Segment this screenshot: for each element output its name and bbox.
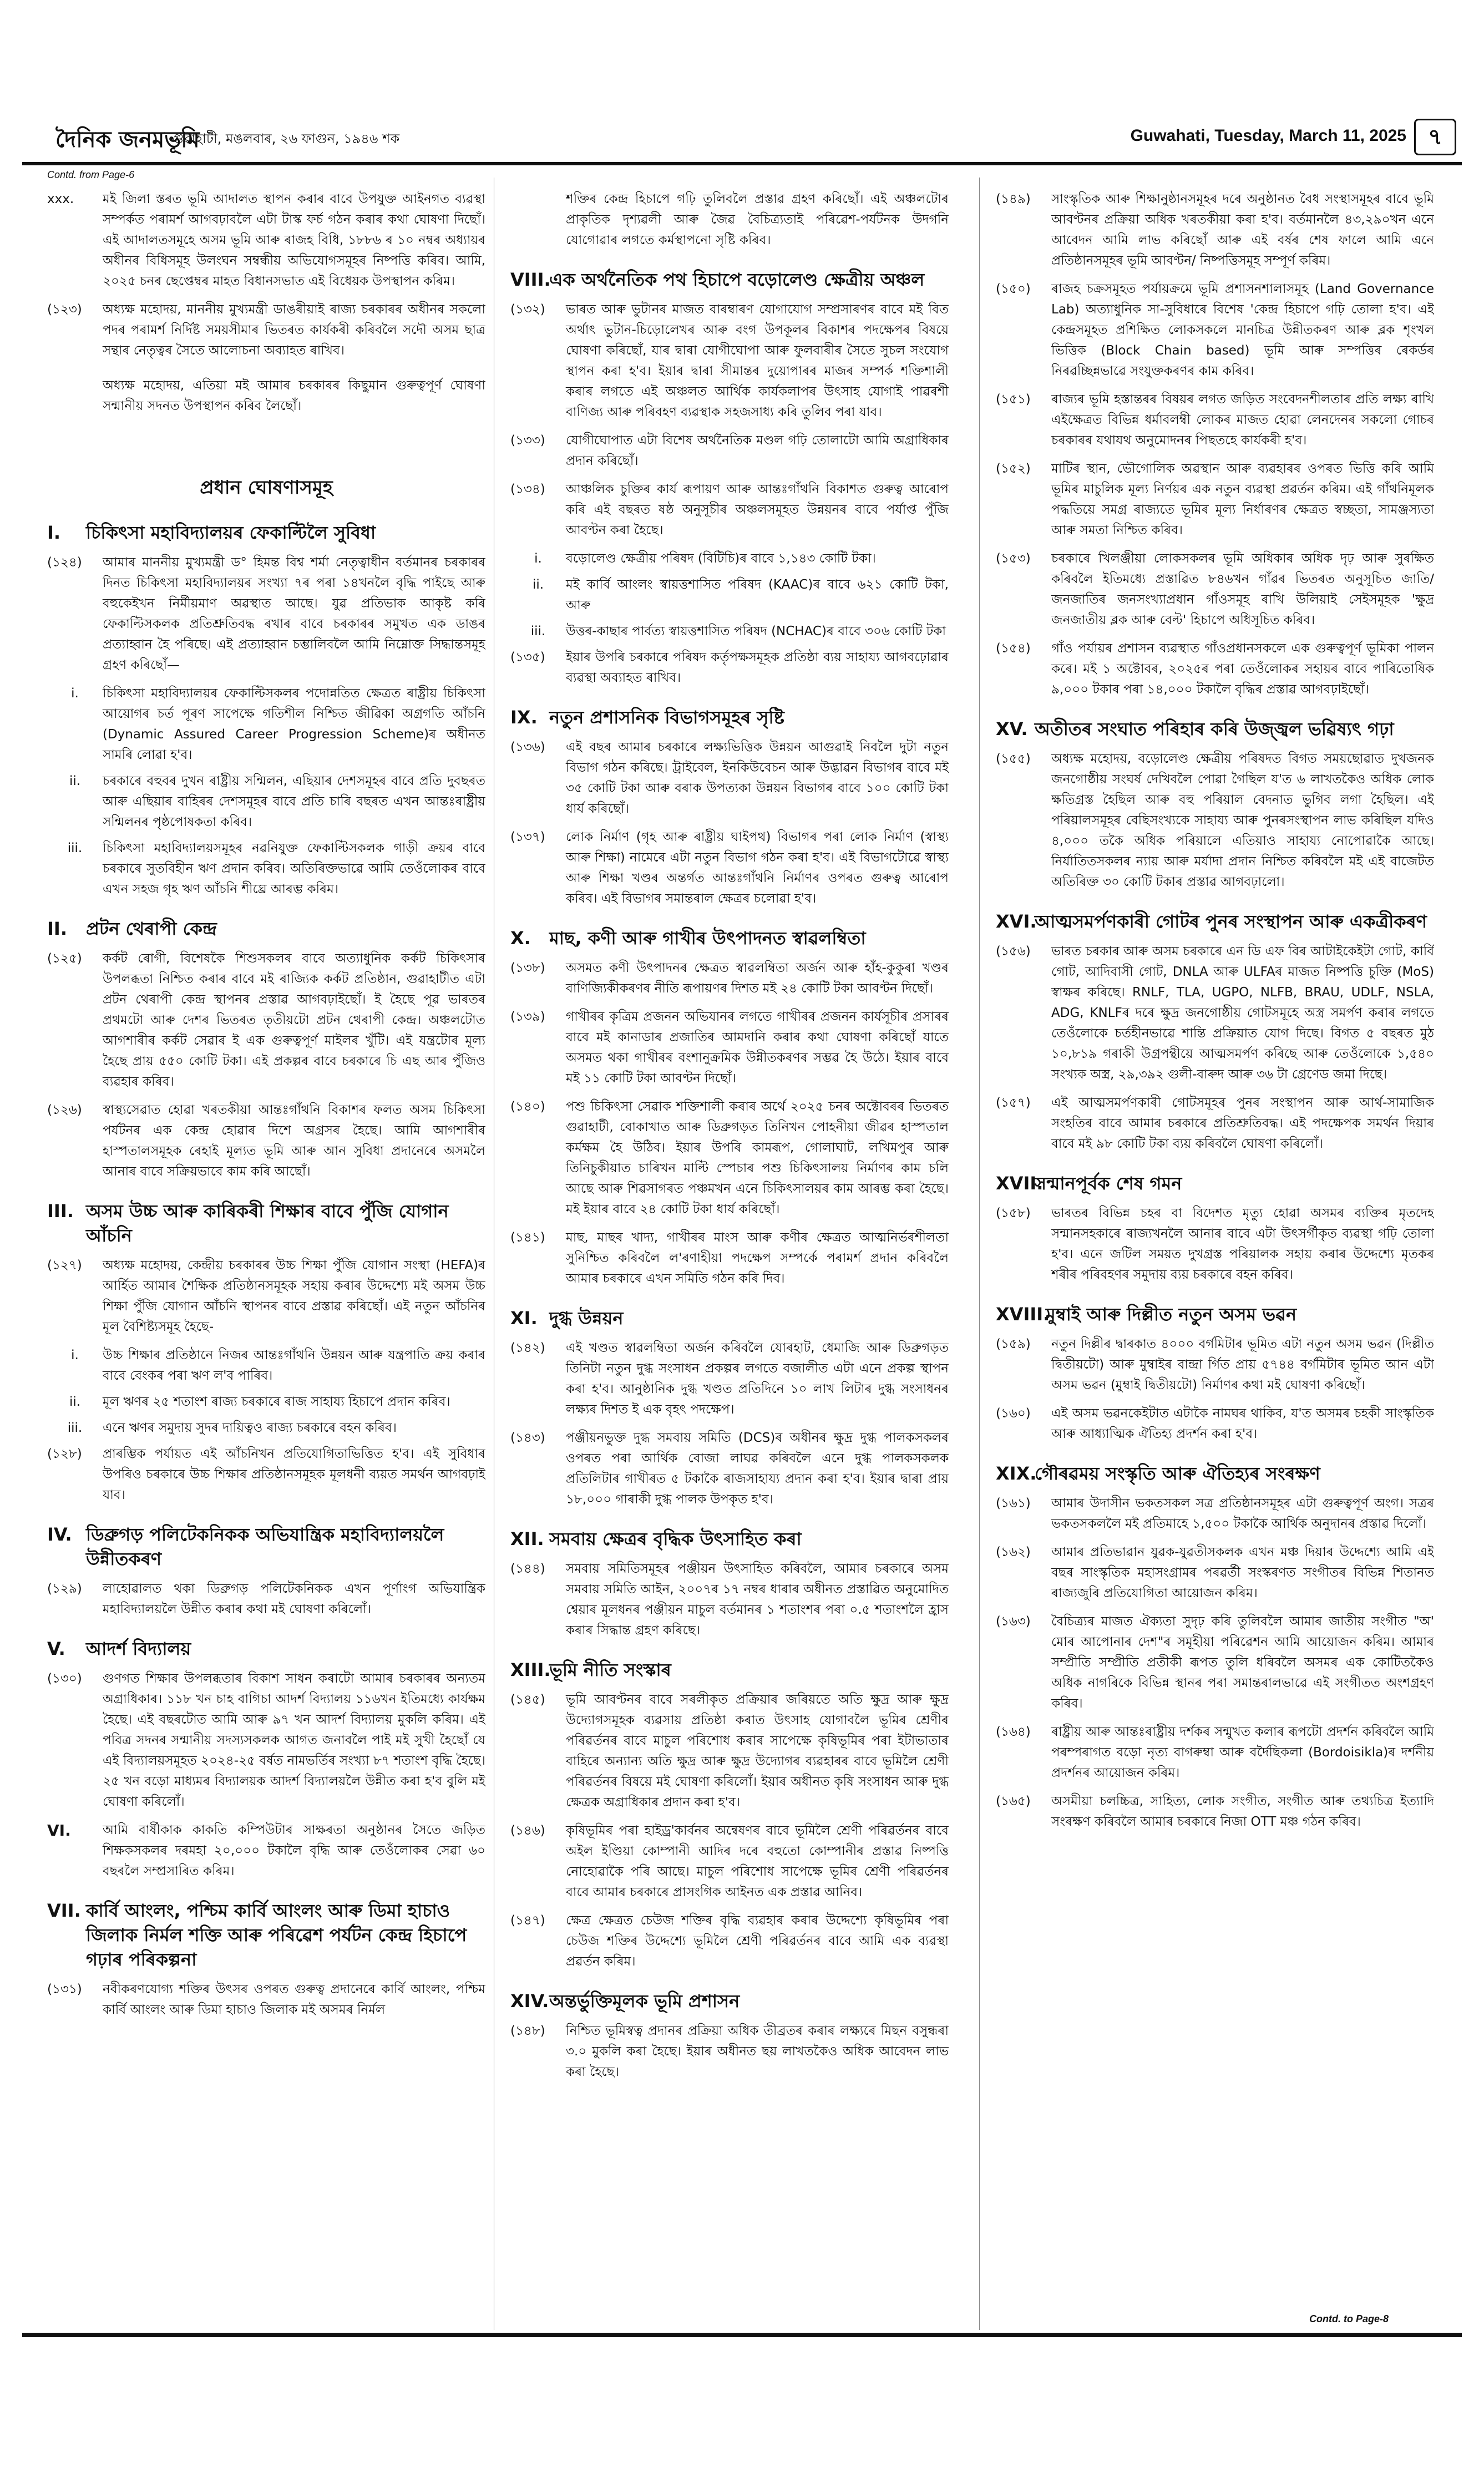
paragraph-124: (১২৪) আমাৰ মাননীয় মুখ্যমন্ত্ৰী ড° হিমন্ত বিশ্ব শৰ্মা নেতৃত্বাধীন বৰ্তমানৰ চৰকাৰৰ দিনত চিকিৎসা মহাবিদ্যালয়ৰ সংখ্যা ৭ৰ পৰা ১৪খনলৈ বৃদ্ধি পাইছে আৰু বহুকেইখন নিৰ্মীয়মাণ অৱস্থাত আছে। যুৱ প্ৰতিভাক আকৃষ্ট কৰি ফেকাল্টিসকলক প্ৰতিশ্ৰুতিবদ্ধ ৰখাৰ বাবে চৰকাৰৰ সমুখত এক ডাঙৰ প্ৰত্যাহ্বান হৈ পৰিছে। এই প্ৰত্যাহ্বান চম্ভালিবলৈ আমি নিম্নোক্ত সিদ্ধান্তসমূহ গ্ৰহণ কৰিছোঁ— (47, 555, 485, 672)
section-heading-ix: IX. নতুন প্ৰশাসনিক বিভাগসমূহৰ সৃষ্টি (510, 707, 784, 728)
paragraph-162: (১৬২) আমাৰ প্ৰতিভাৱান যুৱক-যুৱতীসকলক এখন মঞ্চ দিয়াৰ উদ্দেশ্যে আমি এই বছৰ সাংস্কৃতিক মহাসংগ্ৰামৰ পৰৱৰ্তী সংস্কৰণত সংগীতৰ বিভিন্ন শিতানত ৰাজ্যজুৰি প্ৰতিযোগিতা আয়োজন কৰিম। (996, 1545, 1434, 1600)
section-heading-x: X. মাছ, কণী আৰু গাখীৰ উৎপাদনত স্বাৱলম্বিতা (510, 928, 866, 949)
section-heading-xiv: XIV. অন্তৰ্ভুক্তিমূলক ভূমি প্ৰশাসন (510, 1990, 740, 2012)
sub-item: ii. মই কাৰ্বি আংলং স্বায়ত্তশাসিত পৰিষদ (KAAC)ৰ বাবে ৬২১ কোটি টকা, আৰু (532, 578, 949, 612)
sub-item: ii. চৰকাৰে বহুবৰ দুখন ৰাষ্ট্ৰীয় সন্মিলন, এছিয়াৰ দেশসমূহৰ বাবে প্ৰতি দুবছৰত আৰু এছিয়াৰ বাহিৰৰ দেশসমূহৰ বাবে প্ৰতি চাৰি বছৰত এখন আন্তঃৰাষ্ট্ৰীয় সন্মিলনৰ পৃষ্ঠপোষকতা কৰিব। (69, 774, 485, 829)
sub-item: i. উচ্চ শিক্ষাৰ প্ৰতিষ্ঠানে নিজৰ আন্তঃগাঁথনি উন্নয়ন আৰু যন্ত্ৰপাতি ক্ৰয় কৰাৰ বাবে বেংকৰ পৰা ঋণ ল'ব পাৰিব। (71, 1348, 485, 1383)
column-1 (47, 186, 485, 2327)
sub-item: iii. এনে ঋণৰ সমুদায় সুদৰ দায়িত্বও ৰাজ্য চৰকাৰে বহন কৰিব। (67, 1421, 397, 1435)
paragraph-154: (১৫৪) গাঁও পৰ্যায়ৰ প্ৰশাসন ব্যৱস্থাত গাঁওপ্ৰধানসকলে এক গুৰুত্বপূৰ্ণ ভূমিকা পালন কৰে। মই ১ অক্টোবৰ, ২০২৫ৰ পৰা তেওঁলোকৰ সহায়ৰ বাবে পাৰিতোষিক ৯,০০০ টকাৰ পৰা ১৪,০০০ টকালৈ বৃদ্ধিৰ প্ৰস্তাৱ আগবঢ়াইছোঁ। (996, 641, 1434, 697)
paragraph-163: (১৬৩) বৈচিত্ৰ্যৰ মাজত ঐক্যতা সুদৃঢ় কৰি তুলিবলৈ আমাৰ জাতীয় সংগীত "অ' মোৰ আপোনাৰ দেশ"ৰ সমূহীয়া পৰিৱেশন আমি আয়োজন কৰিম। আমাৰ সম্প্ৰীতি সম্প্ৰীতি প্ৰতীকী ৰূপত তুলি ধৰিবলৈ অসমৰ এক কোটিতকৈও অধিক নাগৰিকে বিভিন্ন স্থানৰ পৰা সমান্তৰালভাৱে এই সংগীতত অংশগ্ৰহণ কৰিব। (996, 1614, 1434, 1711)
paragraph-155: (১৫৫) অধ্যক্ষ মহোদয়, বড়োলেণ্ড ক্ষেত্ৰীয় পৰিষদত বিগত সময়ছোৱাত দুখজনক জনগোষ্ঠীয় সংঘৰ্ষ দেখিবলৈ পোৱা গৈছিল য'ত ৬ লাখতকৈও অধিক লোক ক্ষতিগ্ৰস্ত হৈছিল আৰু বহু পৰিয়াল বেদনাত ভুগিব লগা হৈছিল। এই পৰিয়ালসমূহৰ বেছিসংখ্যকে সাহায্য আৰু পুনৰসংস্থাপন লাভ কৰিছিল যদিও ৪,০০০ তকৈ অধিক পৰিয়ালে এতিয়াও সাহায্য নোপোৱাকৈ আছে। নিৰ্যাতিতসকলৰ ন্যায় আৰু মৰ্যাদা প্ৰদান নিশ্চিত কৰিবলৈ মই এই বাজেটত অতিৰিক্ত ৩০ কোটি টকাৰ প্ৰস্তাৱ আগবঢ়ালো। (996, 752, 1434, 889)
section-heading-xvi: XVI. আত্মসমৰ্পণকাৰী গোটৰ পুনৰ সংস্থাপন আৰু একত্ৰীকৰণ (996, 911, 1427, 932)
masthead-date-english: Guwahati, Tuesday, March 11, 2025 (1130, 126, 1406, 145)
paragraph-161: (১৬১) আমাৰ উদাসীন ভকতসকল সত্ৰ প্ৰতিষ্ঠানসমূহৰ এটা গুৰুত্বপূৰ্ণ অংগ। সত্ৰৰ ভকতসকললৈ মই প্ৰতিমাহে ১,৫০০ টকাকৈ আৰ্থিক অনুদানৰ প্ৰস্তাৱ দিলোঁ। (996, 1496, 1434, 1531)
paragraph-146: (১৪৬) কৃষিভূমিৰ পৰা হাইড্ৰ'কাৰ্বনৰ অন্বেষণৰ বাবে ভূমিলৈ শ্ৰেণী পৰিৱৰ্তনৰ বাবে অইল ইণ্ডিয়া কোম্পানী আদিৰ দৰে বহুতো কোম্পানীৰ প্ৰস্তাৱ নিষ্পত্তি নোহোৱাকৈ পৰি আছে। মাচুল পৰিশোধ সাপেক্ষে ভূমিৰ শ্ৰেণী পৰিৱৰ্তনৰ বাবে আমাৰ চৰকাৰে প্ৰাসংগিক আইনত এক প্ৰস্তাৱ আনিব। (510, 1823, 949, 1899)
paragraph-128: (১২৮) প্ৰাৰম্ভিক পৰ্যায়ত এই আঁচনিখন প্ৰতিযোগিতাভিত্তিত হ'ব। এই সুবিধাৰ উপৰিও চৰকাৰে উচ্চ শিক্ষাৰ প্ৰতিষ্ঠানসমূহক মূলধনী ব্যয়ত সমৰ্থন আগবঢ়াই যাব। (47, 1447, 485, 1502)
paragraph-165: (১৬৫) অসমীয়া চলচ্চিত্ৰ, সাহিত্য, লোক সংগীত, সংগীত আৰু তথ্যচিত্ৰ ইত্যাদি সংৰক্ষণ কৰিবলৈ আমাৰ চৰকাৰে নিজা OTT মঞ্চ গঠন কৰিব। (996, 1794, 1434, 1829)
main-heading: প্ৰধান ঘোষণাসমূহ (200, 477, 333, 499)
page-number: ৭ (1414, 119, 1456, 155)
paragraph-150: (১৫০) ৰাজহ চক্ৰসমূহত পৰ্যায়ক্ৰমে ভূমি প্ৰশাসনশালাসমূহ (Land Governance Lab) অত্যাধুনিক সা-সুবিধাৰে বিশেষ 'কেন্দ্ৰ হিচাপে গঢ়ি তোলা হ'ব। এই কেন্দ্ৰসমূহত প্ৰশিক্ষিত লোকসকলে মানচিত্ৰ উন্নীতকৰণ আৰু ব্লক শৃংখল ভিত্তিক (Block Chain based) ভূমি আৰু সম্পত্তিৰ ৰেকৰ্ডৰ নিৰৱচ্ছিন্নভাৱে সংযুক্তকৰণৰ কাম কৰিব। (996, 282, 1434, 378)
paragraph-160: (১৬০) এই অসম ভৱনকেইটাত এটাকৈ নামঘৰ থাকিব, য'ত অসমৰ চহকী সাংস্কৃতিক আৰু আধ্যাত্মিক ঐতিহ্য প্ৰদৰ্শন কৰা হ'ব। (996, 1406, 1434, 1441)
paragraph-139: (১৩৯) গাখীৰৰ কৃত্ৰিম প্ৰজনন অভিযানৰ লগতে গাখীৰৰ প্ৰজনন কাৰ্যসূচীৰ প্ৰসাৰৰ বাবে মই কানাডাৰ প্ৰজাতিৰ আমদানি কৰাৰ কথা ঘোষণা কৰিছোঁ যাতে অসমত থকা গাখীৰৰ বংশানুক্ৰমিক উন্নীতকৰণৰ সম্ভৱ হৈ উঠে। ইয়াৰ বাবে মই ১১ কোটি টকা আবণ্টন দিছোঁ। (510, 1010, 949, 1086)
section-heading-xv: XV. অতীতৰ সংঘাত পৰিহাৰ কৰি উজ্জ্বল ভৱিষ্যৎ গঢ়া (996, 718, 1394, 739)
paragraph-156: (১৫৬) ভাৰত চৰকাৰ আৰু অসম চৰকাৰে এন ডি এফ বিৰ আটাইকেইটা গোট, কাৰ্বি গোট, আদিবাসী গোট, DNLA আৰু ULFAৰ মাজত নিষ্পত্তি চুক্তি (MoS) স্বাক্ষৰ কৰিছে। RNLF, TLA, UGPO, NLFB, BRAU, UDLF, NSLA, ADG, KNLFৰ দৰে ক্ষুদ্ৰ জনগোষ্ঠীয় গোটসমূহে অস্ত্ৰ সমৰ্পণ কৰাৰ লগতে তেওঁলোকে চৰ্তহীনভাৱে শান্তি প্ৰক্ৰিয়াত যোগ দিছে। বিগত ৫ বছৰত মুঠ ১০,৮১৯ গৰাকী উগ্ৰপন্থীয়ে আত্মসমৰ্পণ কৰিছে আৰু তেওঁলোকে ১,৫৪০ সংখ্যক অস্ত্ৰ, ২৯,৩৯২ গুলী-বাৰুদ আৰু ৩৬ টা গ্ৰেণেড জমা দিছে। (996, 944, 1434, 1082)
section-heading-iv: IV. ডিব্ৰুগড় পলিটেকনিকক অভিযান্ত্ৰিক মহাবিদ্যালয়লৈ উন্নীতকৰণ (47, 1524, 444, 1569)
section-heading-iii: III. অসম উচ্চ আৰু কাৰিকৰী শিক্ষাৰ বাবে পুঁজি যোগান আঁচনি (47, 1200, 449, 1246)
column-divider (979, 178, 980, 2330)
sub-item: i. বড়োলেণ্ড ক্ষেত্ৰীয় পৰিষদ (বিটিচি)ৰ বাবে ১,১৪৩ কোটি টকা। (534, 551, 876, 566)
paragraph-145: (১৪৫) ভূমি আবণ্টনৰ বাবে সৰলীকৃত প্ৰক্ৰিয়াৰ জৰিয়তে অতি ক্ষুদ্ৰ আৰু ক্ষুদ্ৰ উদ্যোগসমূহক ব্যৱসায় প্ৰতিষ্ঠা কৰাত উৎসাহ যোগাবলৈ ভূমিৰ শ্ৰেণীৰ পৰিৱৰ্তনৰ বাবে মাচুল পৰিশোধ কৰাৰ সাপেক্ষে কৃষিভূমিৰ পৰা ইটাভাতাৰ বাহিৰে অন্যান্য অতি ক্ষুদ্ৰ আৰু ক্ষুদ্ৰ উদ্যোগৰ ব্যৱহাৰৰ বাবে ভূমিলৈ শ্ৰেণী পৰিৱৰ্তনৰ বিষয়ে মই ঘোষণা কৰিলোঁ। ইয়াৰ অধীনত কৃষি সংসাধন আৰু দুগ্ধ ক্ষেত্ৰক অগ্ৰাধিকাৰ প্ৰদান কৰা হ'ব। (510, 1693, 949, 1810)
paragraph-152: (১৫২) মাটিৰ স্থান, ভৌগোলিক অৱস্থান আৰু ব্যৱহাৰৰ ওপৰত ভিত্তি কৰি আমি ভূমিৰ মাচুলিক মূল্য নিৰ্ণয়ৰ এক নতুন ব্যৱস্থা প্ৰৱৰ্তন কৰিম। এই গাঁথনিমূলক পদ্ধতিয়ে সমগ্ৰ ৰাজ্যতে ভূমিৰ মূল্য নিৰ্ধাৰণৰ ক্ষেত্ৰত স্বচ্ছতা, সামঞ্জস্যতা আৰু সমতা নিশ্চিত কৰিব। (996, 462, 1434, 538)
paragraph-137: (১৩৭) লোক নিৰ্মাণ (গৃহ আৰু ৰাষ্ট্ৰীয় ঘাইপথ) বিভাগৰ পৰা লোক নিৰ্মাণ (স্বাস্থ্য আৰু শিক্ষা) নামেৰে এটা নতুন বিভাগ গঠন কৰা হ'ব। এই বিভাগটোৱে স্বাস্থ্য আৰু শিক্ষা খণ্ডৰ অন্তৰ্গত আন্তঃগাঁথনি নিৰ্মাণৰ ওপৰত গুৰুত্ব আৰোপ কৰিব। এই বিভাগৰ সমান্তৰাল ক্ষেত্ৰৰ চলোৱা হ'ব। (510, 830, 949, 906)
footer-rule (22, 2333, 1462, 2337)
section-heading-vii: VII. কাৰ্বি আংলং, পশ্চিম কাৰ্বি আংলং আৰু ডিমা হাচাও জিলাক নিৰ্মল শক্তি আৰু পৰিৱেশ পৰ্যটন কেন্দ্ৰ হিচাপে গঢ়াৰ পৰিকল্পনা (47, 1900, 467, 1970)
paragraph-127: (১২৭) অধ্যক্ষ মহোদয়, কেন্দ্ৰীয় চৰকাৰৰ উচ্চ শিক্ষা পুঁজি যোগান সংস্থা (HEFA)ৰ আৰ্হিত আমাৰ শৈক্ষিক প্ৰতিষ্ঠানসমূহক সহায় কৰাৰ উদ্দেশ্যে মই অসম উচ্চ শিক্ষা পুঁজি যোগান আঁচনি স্থাপনৰ বাবে প্ৰস্তাৱ কৰিছোঁ। এই নতুন আঁচনিৰ মূল বৈশিষ্ট্যসমূহ হৈছে- (47, 1258, 485, 1334)
paragraph-144: (১৪৪) সমবায় সমিতিসমূহৰ পঞ্জীয়ন উৎসাহিত কৰিবলৈ, আমাৰ চৰকাৰে অসম সমবায় সমিতি আইন, ২০০৭ৰ ১৭ নম্বৰ ধাৰাৰ অধীনত প্ৰস্তাৱিত অনুমোদিত শ্বেয়াৰ মূলধনৰ পঞ্জীয়ন মাচুল বৰ্তমানৰ ১ শতাংশৰ পৰা ০.৫ শতাংশলৈ হ্ৰাস কৰাৰ সিদ্ধান্ত গ্ৰহণ কৰিছে। (510, 1562, 949, 1638)
paragraph-164: (১৬৪) ৰাষ্ট্ৰীয় আৰু আন্তঃৰাষ্ট্ৰীয় দৰ্শকৰ সন্মুখত কলাৰ ৰূপটো প্ৰদৰ্শন কৰিবলৈ আমি পৰম্পৰাগত বড়ো নৃত্য বাগৰুম্বা আৰু বৰ্দৈছিকলা (Bordoisikla)ৰ দৰ্শনীয় প্ৰদৰ্শনৰ আয়োজন কৰিম। (996, 1725, 1434, 1780)
paragraph-129: (১২৯) লাহোৱালত থকা ডিব্ৰুগড় পলিটেকনিকক এখন পূৰ্ণাংগ অভিযান্ত্ৰিক মহাবিদ্যালয়লৈ উন্নীত কৰাৰ কথা মই ঘোষণা কৰিলোঁ। (47, 1582, 485, 1617)
sub-item: iii. উত্তৰ-কাছাৰ পাৰ্বত্য স্বায়ত্তশাসিত পৰিষদ (NCHAC)ৰ বাবে ৩০৬ কোটি টকা (530, 624, 946, 639)
paragraph-158: (১৫৮) ভাৰতৰ বিভিন্ন চহৰ বা বিদেশত মৃত্যু হোৱা অসমৰ ব্যক্তিৰ মৃতদেহ সন্মানসহকাৰে ৰাজ্যখনলৈ আনাৰ বাবে এটা উৎসৰ্গীকৃত ব্যৱস্থা গঢ়ি তোলা হ'ব। এনে জটিল সময়ত দুখগ্ৰস্ত পৰিয়ালক সহায় কৰাৰ উদ্দেশ্যে মৃতকৰ শৰীৰ পৰিবহণৰ সমুদায় ব্যয় চৰকাৰে বহন কৰিব। (996, 1206, 1434, 1282)
paragraph-130: (১৩০) গুণগত শিক্ষাৰ উপলব্ধতাৰ বিকাশ সাধন কৰাটো আমাৰ চৰকাৰৰ অন্যতম অগ্ৰাধিকাৰ। ১১৮ খন চাহ বাগিচা আদৰ্শ বিদ্যালয় ১১৬খন ইতিমধ্যে কাৰ্যক্ষম হৈছে। এই বছৰটোত আমি আৰু ৯৭ খন আদৰ্শ বিদ্যালয় মুকলি কৰিম। এই পবিত্ৰ সদনৰ সন্মানীয় সদস্যসকলক আগত জনাবলৈ পাই মই সুখী হৈছোঁ যে এই বিদ্যালয়সমূহত ২০২৪-২৫ বৰ্ষত নামভৰ্তিৰ সংখ্যা ৮৭ শতাংশ বৃদ্ধি হৈছে। ২৫ খন বড়ো মাধ্যমৰ বিদ্যালয়ক আদৰ্শ বিদ্যালয়লৈ উন্নীত কৰা হ'ব বুলি মই ঘোষণা কৰিলোঁ। (47, 1671, 485, 1809)
paragraph-157: (১৫৭) এই আত্মসমৰ্পণকাৰী গোটসমূহৰ পুনৰ সংস্থাপন আৰু আৰ্থ-সামাজিক সংহতিৰ বাবে আমাৰ চৰকাৰে প্ৰতিশ্ৰুতিবদ্ধ। এই পদক্ষেপক সমৰ্থন দিয়াৰ বাবে মই ৯৮ কোটি টকা ব্যয় কৰিবলৈ ঘোষণা কৰিলোঁ। (996, 1096, 1434, 1151)
newspaper-title: দৈনিক জনমভূমি (55, 127, 200, 153)
section-heading-i: I. চিকিৎসা মহাবিদ্যালয়ৰ ফেকাল্টিলৈ সুবিধা (47, 522, 376, 543)
paragraph-131-continued: শক্তিৰ কেন্দ্ৰ হিচাপে গঢ়ি তুলিবলৈ প্ৰস্তাৱ গ্ৰহণ কৰিছোঁ। এই অঞ্চলটোৰ প্ৰাকৃতিক দৃশ্যৱলী আৰু জৈৱ বৈচিত্ৰ্যতাই পৰিৱেশ-পৰ্যটনক উদগনি যোগোৱাৰ লগতে কৰ্মস্থাপনো সৃষ্টি কৰিব। (566, 192, 949, 247)
paragraph-xxx: xxx. মই জিলা স্তৰত ভূমি আদালত স্থাপন কৰাৰ বাবে উপযুক্ত আইনগত ব্যৱস্থা সম্পৰ্কত পৰামৰ্শ আগবঢ়াবলৈ এটা টাস্ক ফৰ্চ গঠন কৰাৰ কথা ঘোষণা দিছোঁ। এই আদালতসমূহে অসম ভূমি আৰু ৰাজহ বিধি, ১৮৮৬ ৰ ১০ নম্বৰ অধ্যায়ৰ অধীনৰ বিধিসমূহ উলংঘন সম্বন্ধীয় অভিযোগসমূহৰ নিষ্পত্তি কৰিব। আমি, ২০২৫ চনৰ ছেপ্তেম্বৰ মাহত বিধানসভাত এই বিধেয়ক উপস্থাপন কৰিম। (47, 192, 485, 288)
paragraph-134: (১৩৪) আঞ্চলিক চুক্তিৰ কাৰ্য ৰূপায়ণ আৰু আন্তঃগাঁথনি বিকাশত গুৰুত্ব আৰোপ কৰি এই বছৰত ষষ্ঠ অনুসূচীৰ অঞ্চলসমূহত উন্নয়নৰ বাবে পৰ্যাপ্ত পুঁজি আবণ্টন কৰা হৈছে। (510, 482, 949, 538)
header-rule (22, 162, 1462, 165)
paragraph-140: (১৪০) পশু চিকিৎসা সেৱাক শক্তিশালী কৰাৰ অৰ্থে ২০২৫ চনৰ অক্টোবৰৰ ভিতৰত গুৱাহাটী, বোকাখাত আৰু ডিব্ৰুগড়ত তিনিখন পোহনীয়া জীৱৰ হাস্পতাল কৰ্মক্ষম হৈ উঠিব। ইয়াৰ উপৰি কামৰূপ, গোলাঘাট, লখিমপুৰ আৰু তিনিচুকীয়াত চাৰিখন মাল্টি স্পেচাৰ পশু চিকিৎসালয় নিৰ্মাণৰ কাম চলি আছে আৰু শিৱসাগৰত পঞ্চমখন এনে চিকিৎসালয়ৰ কাম আৰম্ভ কৰা হৈছে। মই ইয়াৰ বাবে ২৪ কোটি টকা ধাৰ্য কৰিছোঁ। (510, 1100, 949, 1217)
continued-to-note: Contd. to Page-8 (1309, 2313, 1389, 2324)
paragraph-138: (১৩৮) অসমত কণী উৎপাদনৰ ক্ষেত্ৰত স্বাৱলম্বিতা অৰ্জন আৰু হাঁহ-কুকুৰা খণ্ডৰ বাণিজ্যিকীকৰণৰ নীতি ৰূপায়ণৰ দিশত মই ২৪ কোটি টকা আবণ্টন দিছোঁ। (510, 961, 949, 996)
column-3 (996, 186, 1434, 2327)
paragraph-149: (১৪৯) সাংস্কৃতিক আৰু শিক্ষানুষ্ঠানসমূহৰ দৰে অনুষ্ঠানত বৈধ সংস্থাসমূহৰ বাবে ভূমি আবণ্টনৰ প্ৰক্ৰিয়া অধিক খৰতকীয়া কৰা হ'ব। বৰ্তমানলৈ ৪৩,২৯০খন এনে আবেদন আমি লাভ কৰিছোঁ আৰু এই বৰ্ষৰ শেষ ফালে আমি এনে প্ৰতিষ্ঠানসমূহৰ ভূমি আবণ্টন/ নিষ্পত্তিসমূহ সম্পূৰ্ণ কৰিম। (996, 192, 1434, 268)
paragraph-151: (১৫১) ৰাজ্যৰ ভূমি হস্তান্তৰৰ বিষয়ৰ লগত জড়িত সংবেদনশীলতাৰ প্ৰতি লক্ষ্য ৰাখি এইক্ষেত্ৰত বিভিন্ন ধৰ্মাবলম্বী লোকৰ মাজত হোৱা লেনদেনৰ সকলো গোচৰ চৰকাৰৰ যথাযথ অনুমোদনৰ পিছতহে কাৰ্যকৰী হ'ব। (996, 392, 1434, 448)
paragraph-141: (১৪১) মাছ, মাছৰ খাদ্য, গাখীৰৰ মাংস আৰু কণীৰ ক্ষেত্ৰত আত্মনিৰ্ভৰশীলতা সুনিশ্চিত কৰিবলৈ ল'ৰণাহীয়া পদক্ষেপ সম্পৰ্কে পৰামৰ্শ প্ৰদান কৰিবলৈ আমাৰ চৰকাৰে এখন সমিতি গঠন কৰি দিব। (510, 1230, 949, 1286)
masthead (22, 116, 1462, 161)
paragraph-133: (১৩৩) যোগীঘোপাত এটা বিশেষ অৰ্থনৈতিক মণ্ডল গঢ়ি তোলাটো আমি অগ্ৰাধিকাৰ প্ৰদান কৰিছোঁ। (510, 433, 949, 468)
paragraph-123: (১২৩) অধ্যক্ষ মহোদয়, মাননীয় মুখ্যমন্ত্ৰী ডাঙৰীয়াই ৰাজ্য চৰকাৰৰ অধীনৰ সকলো পদৰ পৰামৰ্শ নিৰ্দিষ্ট সময়সীমাৰ ভিতৰত কাৰ্যকৰী কৰিবলৈ সদৌ অসম ছাত্ৰ সন্থাৰ নেতৃত্বৰ সৈতে আলোচনা অব্যাহত ৰাখিব। (47, 302, 485, 358)
column-2 (510, 186, 949, 2327)
paragraph-136: (১৩৬) এই বছৰ আমাৰ চৰকাৰে লক্ষ্যভিত্তিক উন্নয়ন আগুৱাই নিবলৈ দুটা নতুন বিভাগ গঠন কৰিছে। ট্ৰাইবেল, ইনকিউবেচন আৰু উদ্ভাৱন বিভাগৰ বাবে মই ৩৫ কোটি টকা আৰু বৰাক উপত্যকা উন্নয়ন বিভাগৰ বাবে ১০০ কোটি টকা ধাৰ্য কৰিছোঁ। (510, 740, 949, 816)
paragraph-vi: VI. আমি বাৰ্ষীকাক কাকতি কম্পিউটাৰ সাক্ষৰতা অনুষ্ঠানৰ সৈতে জড়িত শিক্ষকসকলৰ দৰমহা ২০,০০০ টকালৈ বৃদ্ধি আৰু তেওঁলোকৰ সেৱা ৬০ বছৰলৈ সম্প্ৰসাৰিত কৰিম। (47, 1821, 485, 1878)
sub-item: i. চিকিৎসা মহাবিদ্যালয়ৰ ফেকাল্টিসকলৰ পদোন্নতিত ক্ষেত্ৰত ৰাষ্ট্ৰীয় চিকিৎসা আয়োগৰ চৰ্ত পূৰণ সাপেক্ষে গতিশীল নিশ্চিত জীৱিকা অগ্ৰগতি আঁচনি (Dynamic Assured Career Progression Scheme)ৰ অধীনত সামৰি লোৱা হ'ব। (71, 686, 485, 762)
masthead-date-assamese: গুৱাহাটী, মঙলবাৰ, ২৬ ফাগুন, ১৯৪৬ শক (172, 131, 400, 146)
section-heading-xii: XII. সমবায় ক্ষেত্ৰৰ বৃদ্ধিক উৎসাহিত কৰা (510, 1528, 802, 1549)
paragraph-132: (১৩২) ভাৰত আৰু ভুটানৰ মাজত বাৰম্বাৰণ যোগাযোগ সম্প্ৰসাৰণৰ বাবে মই বিত অৰ্থাৎ ভুটান-চিড়োলেখৰ আৰু বংগ উপকূলৰ বিকাশৰ পদক্ষেপৰ বিষয়ে ঘোষণা কৰিছোঁ, যাৰ দ্বাৰা যোগীঘোপা আৰু ফুলবাৰীৰ সৈতে সুচল সংযোগ স্থাপন কৰা হ'ব। ইয়াৰ দ্বাৰা সীমান্তৰ দুয়োপাৰৰ মাজৰ সম্পৰ্ক শক্তিশালী কৰাৰ লগতে এই অঞ্চলত আৰ্থিক কাৰ্যকলাপৰ উৎসাহ যোগাই পাৱৰশী বাণিজ্য আৰু পৰিবহণ ব্যৱস্থাক সহজসাধ্য কৰি তুলিব পৰা যাব। (510, 302, 949, 419)
intro-paragraph: অধ্যক্ষ মহোদয়, এতিয়া মই আমাৰ চৰকাৰৰ কিছুমান গুৰুত্বপূৰ্ণ ঘোষণা সন্মানীয় সদনত উপস্থাপন কৰিব লৈছোঁ। (103, 378, 485, 413)
section-heading-viii: VIII. এক অৰ্থনৈতিক পথ হিচাপে বড়োলেণ্ড ক্ষেত্ৰীয় অঞ্চল (510, 269, 925, 290)
paragraph-142: (১৪২) এই খণ্ডত স্বাৱলম্বিতা অৰ্জন কৰিবলৈ যোৰহাট, ধেমাজি আৰু ডিব্ৰুগড়ত তিনিটা নতুন দুগ্ধ সংসাধন প্ৰকল্পৰ লগতে বজালীত এটা এনে প্ৰকল্প স্থাপন কৰা হ'ব। আনুষ্ঠানিক দুগ্ধ খণ্ডত প্ৰতিদিনে ১০ লাখ লিটাৰ দুগ্ধ সংসাধনৰ লক্ষ্যৰ দিশত ই এক বৃহৎ পদক্ষেপ। (510, 1341, 949, 1417)
continued-from-note: Contd. from Page-6 (47, 169, 135, 180)
section-heading-xiii: XIII. ভূমি নীতি সংস্কাৰ (510, 1659, 671, 1680)
paragraph-125: (১২৫) কৰ্কট ৰোগী, বিশেষকৈ শিশুসকলৰ বাবে অত্যাধুনিক কৰ্কট চিকিৎসাৰ উপলব্ধতা নিশ্চিত কৰাৰ বাবে মই ৰাজ্যিক কৰ্কট প্ৰতিষ্ঠান, গুৱাহাটীত এটা প্ৰটন থেৰাপী কেন্দ্ৰ স্থাপনৰ প্ৰস্তাৱ আগবঢ়াইছোঁ। ই হৈছে পূৱ ভাৰতৰ প্ৰথমটো আৰু দেশৰ ভিতৰত তৃতীয়টো প্ৰটন থেৰাপী কেন্দ্ৰ। অঞ্চলটোত আগশাৰীৰ কৰ্কট সেৱাৰ ই এক গুৰুত্বপূৰ্ণ মাইলৰ খুঁটি। এই যন্ত্ৰটোৰ মূল্য হৈছে প্ৰায় ৫৫০ কোটি টকা। এই প্ৰকল্পৰ বাবে চৰকাৰে চি এছ আৰ পুঁজিও ব্যৱহাৰ কৰিব। (47, 951, 485, 1089)
paragraph-135: (১৩৫) ইয়াৰ উপৰি চৰকাৰে পৰিষদ কৰ্তৃপক্ষসমূহক প্ৰতিষ্ঠা ব্যয় সাহায্য আগবঢ়োৱাৰ ব্যৱস্থা অব্যাহত ৰাখিব। (510, 650, 949, 685)
paragraph-148: (১৪৮) নিশ্চিত ভূমিস্বত্ব প্ৰদানৰ প্ৰক্ৰিয়া অধিক তীব্ৰতৰ কৰাৰ লক্ষ্যৰে মিছন বসুন্ধৰা ৩.০ মুকলি কৰা হৈছে। ইয়াৰ অধীনত ছয় লাখতকৈও অধিক আবেদন লাভ কৰা হৈছে। (510, 2024, 949, 2079)
sub-item: iii. চিকিৎসা মহাবিদ্যালয়সমূহৰ নৱনিযুক্ত ফেকাল্টিসকলক গাড়ী ক্ৰয়ৰ বাবে চৰকাৰে সুতবিহীন ঋণ প্ৰদান কৰিব। অতিৰিক্তভাৱে আমি তেওঁলোকৰ বাবে এখন সহজ গৃহ ঋণ আঁচনি শীঘ্ৰে আৰম্ভ কৰিম। (67, 841, 485, 896)
section-heading-xvii: XVII. সন্মানপূৰ্বক শেষ গমন (996, 1173, 1182, 1194)
section-heading-xviii: XVIII. মুম্বাই আৰু দিল্লীত নতুন অসম ভৱন (996, 1304, 1297, 1325)
paragraph-143: (১৪৩) পঞ্জীয়নভুক্ত দুগ্ধ সমবায় সমিতি (DCS)ৰ অধীনৰ ক্ষুদ্ৰ দুগ্ধ পালকসকলৰ ওপৰত পৰা আৰ্থিক বোজা লাঘৱ কৰিবলৈ এনে দুগ্ধ পালকসকলক প্ৰতিলিটাৰ গাখীৰত ৫ টকাকৈ ৰাজসাহায্য প্ৰদান কৰা হ'ব। ইয়াৰ দ্বাৰা প্ৰায় ১৮,০০০ গাৰাকী দুগ্ধ পালক উপকৃত হ'ব। (510, 1431, 949, 1507)
section-heading-xi: XI. দুগ্ধ উন্নয়ন (510, 1308, 624, 1329)
paragraph-153: (১৫৩) চৰকাৰে খিলঞ্জীয়া লোকসকলৰ ভূমি অধিকাৰ অধিক দৃঢ় আৰু সুৰক্ষিত কৰিবলৈ ইতিমধ্যে প্ৰস্তাৱিত ৮৪৬খন গাঁৱৰ ভিতৰত অনুসূচিত জাতি/ জনজাতিৰ জনসংখ্যাপ্ৰধান গাঁওসমূহ ৰাখি উলিয়াই সেইসমূহক 'ক্ষুদ্ৰ জনজাতীয় ব্লক আৰু বেল্ট' হিচাপে অধিসূচিত কৰিব। (996, 551, 1434, 627)
paragraph-131: (১৩১) নবীকৰণযোগ্য শক্তিৰ উৎসৰ ওপৰত গুৰুত্ব প্ৰদানেৰে কাৰ্বি আংলং, পশ্চিম কাৰ্বি আংলং আৰু ডিমা হাচাও জিলাক মই অসমৰ নিৰ্মল (47, 1982, 485, 2017)
section-heading-xix: XIX. গৌৰৱময় সংস্কৃতি আৰু ঐতিহ্যৰ সংৰক্ষণ (996, 1463, 1320, 1484)
section-heading-v: V. আদৰ্শ বিদ্যালয় (47, 1638, 191, 1659)
paragraph-159: (১৫৯) নতুন দিল্লীৰ দ্বাৰকাত ৪০০০ বৰ্গমিটাৰ ভূমিত এটা নতুন অসম ভৱন (দিল্লীত দ্বিতীয়টো) আৰু মুম্বাইৰ বান্দ্ৰা ৰ্গিত প্ৰায় ৫৭৪৪ বৰ্গমিটাৰ ভূমিত আন এটা অসম ভৱন (মুম্বাই দ্বিতীয়টো) নিৰ্মাণৰ কথা মই ঘোষণা কৰিছোঁ। (996, 1337, 1434, 1392)
paragraph-126: (১২৬) স্বাস্থ্যসেৱাত হোৱা খৰতকীয়া আন্তঃগাঁথনি বিকাশৰ ফলত অসম চিকিৎসা পৰ্যটনৰ এক কেন্দ্ৰ হোৱাৰ দিশে অগ্ৰসৰ হৈছে। আমি আগশাৰীৰ হাস্পতালসমূহক ৰেহাই মূল্যত ভূমি আৰু আন সুবিধা প্ৰদানেৰে অসমলৈ আনাৰ বাবে সক্ৰিয়ভাবে কাম কৰি আছোঁ। (47, 1103, 485, 1179)
section-heading-ii: II. প্ৰটন থেৰাপী কেন্দ্ৰ (47, 918, 217, 939)
paragraph-147: (১৪৭) ক্ষেত্ৰ ক্ষেত্ৰত চেউজ শক্তিৰ বৃদ্ধি ব্যৱহাৰ কৰাৰ উদ্দেশ্যে কৃষিভূমিৰ পৰা চেউজ শক্তিৰ উদ্দেশ্যে ভূমিলৈ শ্ৰেণী পৰিৱৰ্তনৰ বাবে আমি এক ব্যৱস্থা প্ৰৱৰ্তন কৰিম। (510, 1913, 949, 1969)
sub-item: ii. মূল ঋণৰ ২৫ শতাংশ ৰাজ্য চৰকাৰে ৰাজ সাহায্য হিচাপে প্ৰদান কৰিব। (69, 1395, 450, 1409)
